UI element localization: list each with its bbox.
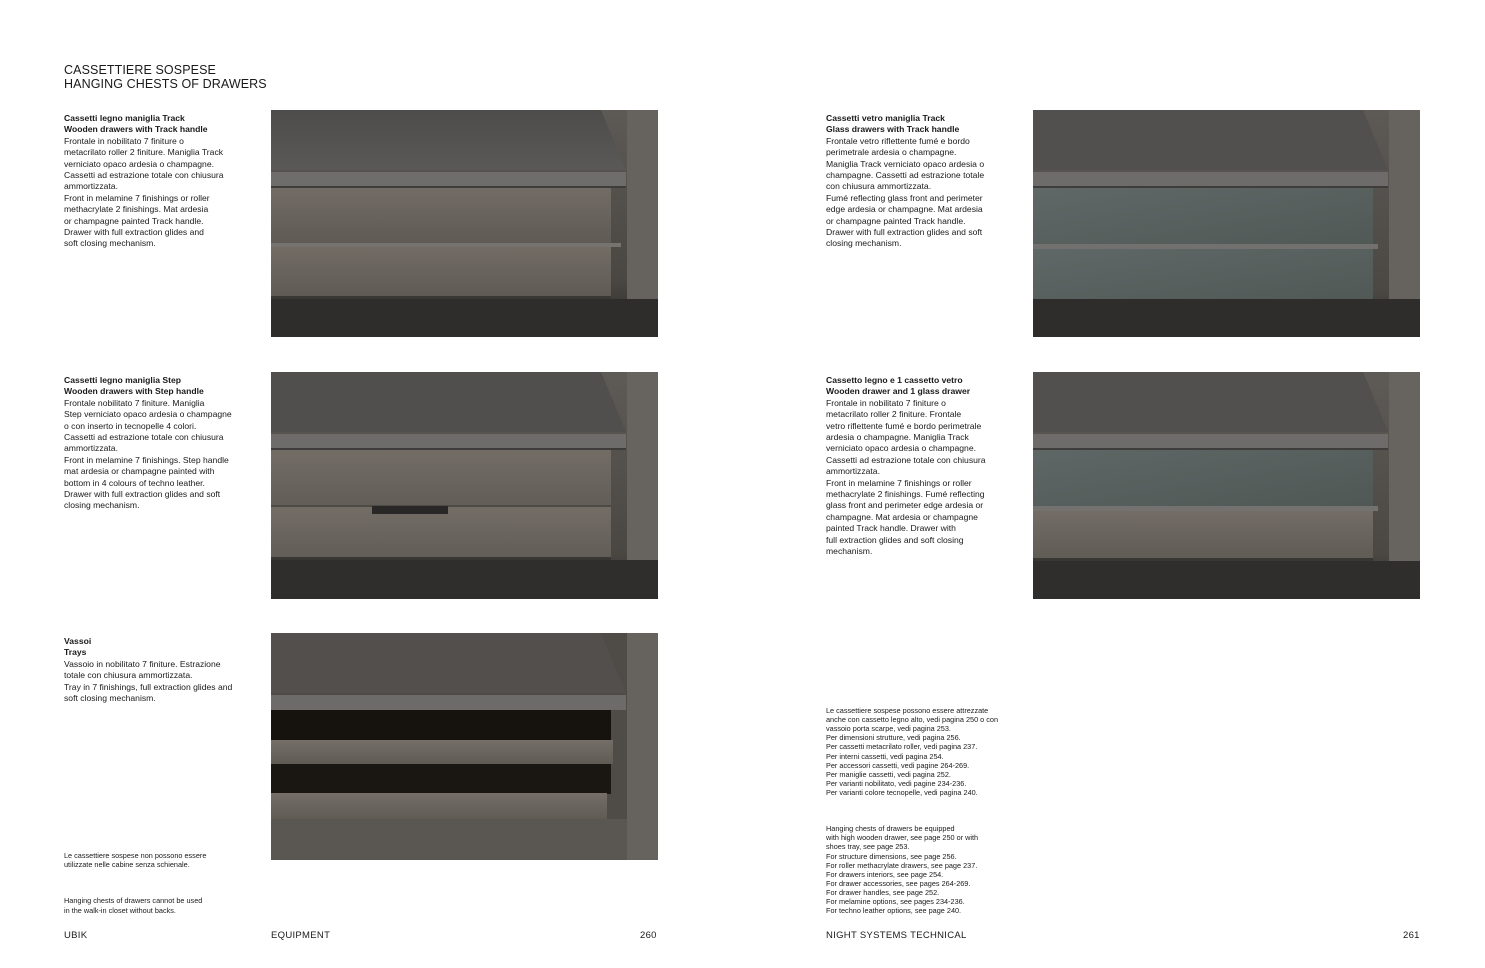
section-body: Frontale in nobilitato 7 finiture o metacrilato roller 2 finiture. Frontale vetro riflettente fumé e bordo perimetrale ardesia o champagne. Maniglia Track verniciato opaco ardesia o champagne. Cassetti ad estrazione totale con chiusura ammortizzata. Front in melamine 7 finishings or roller methacrylate 2 finishings. Fumé reflecting glass front and perimeter edge ardesia or champagne. Mat ardesia or champagne painted Track handle. Drawer with full extraction glides and soft closing mechanism. — [826, 397, 986, 557]
section-body: Frontale in nobilitato 7 finiture o metacrilato roller 2 finiture. Maniglia Track verniciato opaco ardesia o champagne. Cassetti ad estrazione totale con chiusura ammortizzata. Front in melamine 7 finishings or roller methacrylate 2 finishings. Mat ardesia or champagne painted Track handle. Drawer with full extraction glides and soft closing mechanism. — [64, 135, 224, 249]
section-heading-english: Trays — [64, 647, 87, 658]
section-heading-english: Glass drawers with Track handle — [826, 124, 960, 135]
page-title — [64, 63, 267, 91]
section-wooden-track — [64, 113, 264, 250]
section-heading-english: Wooden drawers with Step handle — [64, 386, 204, 397]
photo-wood-and-glass-drawer — [1033, 372, 1420, 599]
section-body: Frontale nobilitato 7 finiture. Maniglia Step verniciato opaco ardesia o champagne o con inserto in tecnopelle 4 colori. Cassetti ad estrazione totale con chiusura ammortizzata. Front in melamine 7 finishings. Step handle mat ardesia or champagne painted with bottom in 4 colours of techno leather. Drawer with full extraction glides and soft closing mechanism. — [64, 397, 232, 511]
section-wooden-step — [64, 375, 264, 512]
page-title-english: HANGING CHESTS OF DRAWERS — [64, 77, 267, 91]
note-right-english: Hanging chests of drawers be equipped with high wooden drawer, see page 250 or with shoes tray, see page 253. For structure dimensions, see page 256. For roller methacrylate drawers, see page 237. For drawers interiors, see page 254. For drawer accessories, see pages 264-269. For drawer handles, see page 252. For melamine options, see pages 234-236. For techno leather options, see page 240. — [826, 824, 979, 916]
page-title-italian: CASSETTIERE SOSPESE — [64, 63, 216, 77]
photo-trays — [271, 633, 658, 860]
section-wood-and-glass — [826, 375, 1026, 558]
footer-section-left: EQUIPMENT — [271, 930, 331, 941]
section-heading-italian: Cassetti legno maniglia Step — [64, 375, 181, 385]
photo-glass-drawers-track — [1033, 110, 1420, 337]
section-heading-italian: Vassoi — [64, 636, 92, 646]
section-heading-italian: Cassetto legno e 1 cassetto vetro — [826, 375, 963, 385]
photo-wooden-drawers-step — [271, 372, 658, 599]
note-right-italian: Le cassettiere sospese possono essere attrezzate anche con cassetto legno alto, vedi pagina 250 o con vassoio porta scarpe, vedi pagina 253. Per dimensioni strutture, vedi pagina 256. Per cassetti metacrilato roller, vedi pagina 237. Per interni cassetti, vedi pagina 254. Per accessori cassetti, vedi pagine 264-269. Per maniglie cassetti, vedi pagina 252. Per varianti nobilitato, vedi pagine 234-236. Per varianti colore tecnopelle, vedi pagina 240. — [826, 706, 999, 797]
section-heading-italian: Cassetti legno maniglia Track — [64, 113, 185, 123]
note-left-english: Hanging chests of drawers cannot be used in the walk-in closet without backs. — [64, 896, 203, 915]
note-left — [64, 842, 264, 924]
section-body: Frontale vetro riflettente fumé e bordo perimetrale ardesia o champagne. Maniglia Track verniciato opaco ardesia o champagne. Cassetti ad estrazione totale con chiusura ammortizzata. Fumé reflecting glass front and perimeter edge ardesia or champagne. Mat ardesia or champagne painted Track handle. Drawer with full extraction glides and soft closing mechanism. — [826, 135, 985, 249]
footer-page-number-right: 261 — [1403, 930, 1420, 941]
note-right — [826, 697, 1056, 924]
photo-wooden-drawers-track — [271, 110, 658, 337]
note-left-italian: Le cassettiere sospese non possono essere utilizzate nelle cabine senza schienale. — [64, 851, 207, 870]
section-glass-track — [826, 113, 1026, 250]
section-heading-italian: Cassetti vetro maniglia Track — [826, 113, 945, 123]
section-heading-english: Wooden drawer and 1 glass drawer — [826, 386, 971, 397]
footer-page-number-left: 260 — [640, 930, 657, 941]
section-trays — [64, 636, 264, 704]
section-body: Vassoio in nobilitato 7 finiture. Estrazione totale con chiusura ammortizzata. Tray in 7 finishings, full extraction glides and soft closing mechanism. — [64, 658, 233, 704]
footer-brand: UBIK — [64, 930, 88, 941]
footer-section-right: NIGHT SYSTEMS TECHNICAL — [826, 930, 967, 941]
section-heading-english: Wooden drawers with Track handle — [64, 124, 208, 135]
